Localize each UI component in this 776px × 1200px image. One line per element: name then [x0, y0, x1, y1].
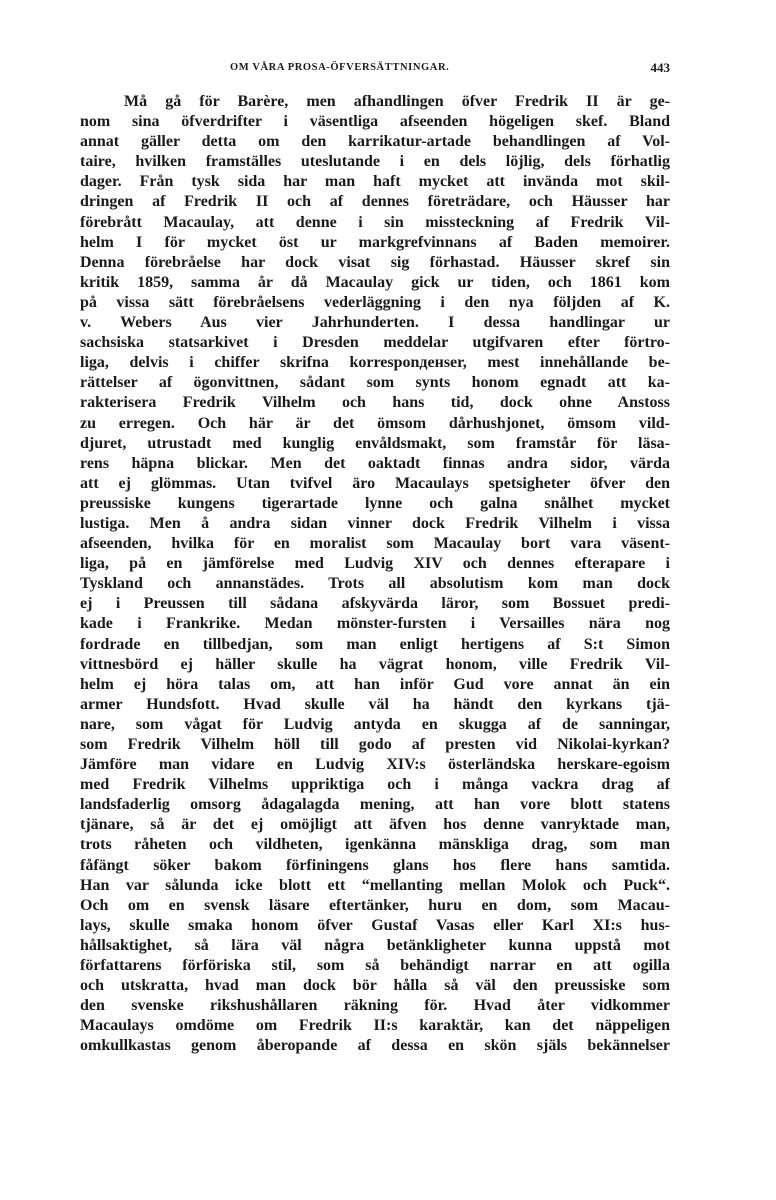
- text-line: rens häpna blickar. Men det oaktadt finnas andra sidor, värda: [80, 454, 670, 472]
- text-line: att ej glömmas. Utan tvifvel äro Macaulays spetsigheter öfver den: [80, 474, 670, 492]
- text-line: helm I för mycket öst ur markgrefvinnans af Baden memoirer.: [80, 233, 670, 251]
- text-line: preussiske kungens tigerartade lynne och galna snålhet mycket: [80, 494, 670, 512]
- text-line: trots råheten och vildheten, igenkänna mänskliga drag, som man: [80, 836, 670, 854]
- text-line: djuret, utrustadt med kunglig envåldsmakt, som framstår för läsa-: [80, 434, 670, 452]
- page-number: 443: [650, 60, 670, 75]
- text-line: helm ej höra talas om, att han inför Gud vore annat än ein: [80, 675, 670, 693]
- text-line: nom sina öfverdrifter i väsentliga afseenden högeligen skef. Bland: [80, 113, 670, 131]
- text-line: landsfaderlig omsorg ådagalagda mening, att han vore blott statens: [80, 796, 670, 814]
- text-line: dager. Från tysk sida har man haft mycket att invända mot skil-: [80, 173, 670, 191]
- text-line: Macaulays omdöme om Fredrik II:s karaktär, kan det näppeligen: [80, 1017, 670, 1035]
- text-line: tjänare, så är det ej omöjligt att äfven hos denne vanryktade man,: [80, 816, 670, 834]
- text-line: zu erregen. Och här är det ömsom dårhushjonet, ömsom vild-: [80, 414, 670, 432]
- text-line: författarens förföriska stil, som så behändigt narrar en att ogilla: [80, 957, 670, 975]
- running-title: OM VÅRA PROSA-ÖFVERSÄTTNINGAR.: [230, 62, 450, 73]
- text-line: fordrade en tillbedjan, som man enligt hertigens af S:t Simon: [80, 635, 670, 653]
- text-line: rättelser af ögonvittnen, sådant som synts honom egnadt att ka-: [80, 374, 670, 392]
- text-line: förebrått Macaulay, att denne i sin missteckning af Fredrik Vil-: [80, 213, 670, 231]
- text-line: med Fredrik Vilhelms uppriktiga och i många vackra drag af: [80, 776, 670, 794]
- text-line: som Fredrik Vilhelm höll till godo af presten vid Nikolai-kyrkan?: [80, 736, 670, 753]
- text-line: Jämföre man vidare en Ludvig XIV:s österländska herskare-egoism: [80, 756, 670, 774]
- text-line: Tyskland och annanstädes. Trots all absolutism kom man dock: [80, 575, 670, 593]
- text-line: sachsiska statsarkivet i Dresden meddelar utgifvaren efter förtro-: [80, 334, 670, 352]
- text-line: den svenske rikshushållaren räkning för. Hvad åter vidkommer: [80, 997, 670, 1015]
- text-line: rakterisera Fredrik Vilhelm och hans tid, dock ohne Anstoss: [80, 394, 670, 412]
- text-line: på vissa sätt förebråelsens vederläggning i den nya följden af K.: [80, 293, 670, 311]
- text-line: afseenden, hvilka för en moralist som Macaulay bort vara väsent-: [80, 535, 670, 553]
- text-line: ej i Preussen till sådana afskyvärda läror, som Bossuet predi-: [80, 595, 670, 613]
- text-line: lays, skulle smaka honom öfver Gustaf Vasas eller Karl XI:s hus-: [80, 916, 670, 934]
- text-line: Må gå för Barère, men afhandlingen öfver Fredrik II är ge-: [124, 93, 670, 110]
- text-line: lustiga. Men å andra sidan vinner dock Fredrik Vilhelm i vissa: [80, 514, 670, 532]
- text-line: fåfängt söker bakom förfiningens glans hos flere hans samtida.: [80, 856, 670, 874]
- text-line: dringen af Fredrik II och af dennes företrädare, och Häusser har: [80, 193, 670, 211]
- text-line: armer Hundsfott. Hvad skulle väl ha händt den kyrkans tjä-: [80, 695, 670, 713]
- page-header: [80, 58, 670, 82]
- text-line: taire, hvilken framställes uteslutande i en dels löjlig, dels förhatlig: [80, 153, 670, 171]
- text-line: kade i Frankrike. Medan mönster-fursten i Versailles nära nog: [80, 615, 670, 633]
- text-line: hållsaktighet, så lära väl några betänkligheter kunna uppstå mot: [80, 936, 670, 954]
- text-line: Denna förebråelse har dock visat sig förhastad. Häusser skref sin: [80, 253, 670, 271]
- text-line: liga, på en jämförelse med Ludvig XIV och dennes efterapare i: [80, 555, 670, 573]
- text-line: vittnesbörd ej häller skulle ha vägrat honom, ville Fredrik Vil-: [80, 655, 670, 673]
- text-line: kritik 1859, samma år då Macaulay gick ur tiden, och 1861 kom: [80, 273, 670, 291]
- text-line: Han var sålunda icke blott ett “mellanting mellan Molok och Puck“.: [80, 876, 670, 894]
- text-line: v. Webers Aus vier Jahrhunderten. I dessa handlingar ur: [80, 314, 670, 332]
- text-line: annat gäller detta om den karrikatur-artade behandlingen af Vol-: [80, 133, 670, 151]
- body-text: [80, 92, 670, 1057]
- text-line: nare, som vågat för Ludvig antyda en skugga af de sanningar,: [80, 715, 670, 733]
- text-line: omkullkastas genom åberopande af dessa en skön själs bekännelser: [80, 1037, 670, 1055]
- text-line: och utskratta, hvad man dock bör hålla så väl den preussiske som: [80, 977, 670, 995]
- text-line: Och om en svensk läsare eftertänker, huru en dom, som Macau-: [80, 896, 670, 914]
- text-line: liga, delvis i chiffer skrifna korresponденser, mest innehållande be-: [80, 354, 670, 372]
